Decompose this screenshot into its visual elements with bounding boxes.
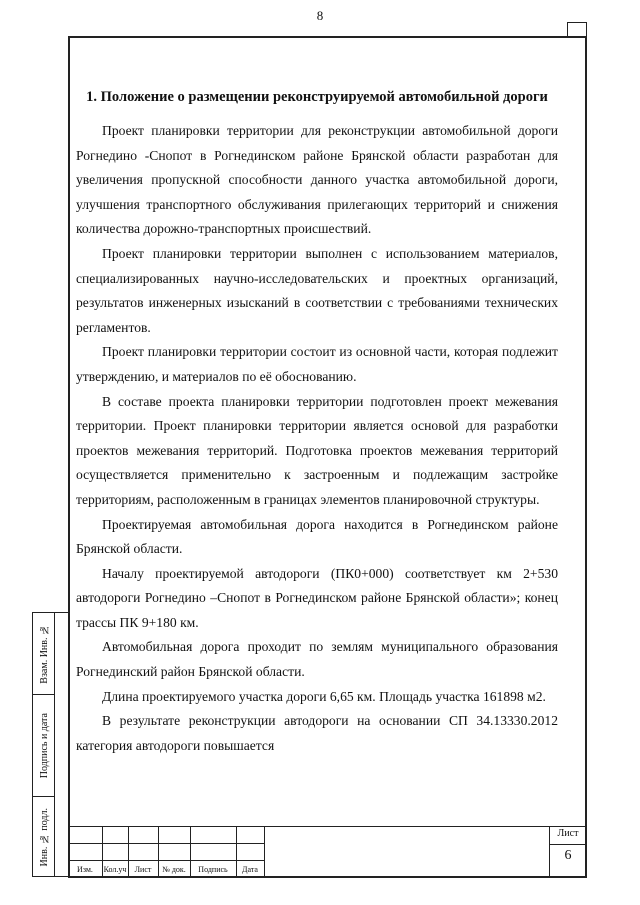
paragraph: В составе проекта планировки территории подготовлен проект межевания территории. Проект планировки территории является основой для разработки проектов межевания территорий. Подготовка проектов межевания территорий осуществляется применительно к застроенным и подлежащим застройке территориям, расположенным в границах элементов планировочной структуры. — [76, 393, 558, 507]
paragraph: Началу проектируемой автодороги (ПК0+000) соответствует км 2+530 автодороги Рогнедино –Снопот в Рогнединском районе Брянской области»; конец трассы ПК 9+180 км. — [76, 565, 558, 630]
paragraph: В результате реконструкции автодороги на основании СП 34.13330.2012 категория автодороги повышается — [76, 713, 558, 753]
page-number-top: 8 — [316, 8, 324, 23]
col-date: Дата — [242, 865, 258, 874]
stamp-cell-inv-zam — [33, 613, 55, 695]
paragraph: Проект планировки территории выполнен с использованием материалов, специализированных научно-исследовательских и проектных организаций, результатов инженерных изысканий в соответствии с требованиями технических регламентов. — [76, 245, 558, 335]
sheet-label: Лист — [557, 828, 579, 839]
stamp-cell-sign-date — [33, 695, 55, 797]
stamp-sign-date-label: Подпись и дата — [38, 712, 50, 779]
col-signature: Подпись — [198, 865, 228, 874]
section-title: 1. Положение о размещении реконструируемой автомобильной дороги — [86, 89, 548, 105]
title-block — [68, 826, 587, 878]
col-kol-uch: Кол.уч — [103, 865, 127, 874]
sheet-number: 6 — [564, 848, 572, 863]
frame-corner-tab — [567, 22, 587, 36]
paragraph: Проект планировки территории состоит из основной части, которая подлежит утверждению, и материалов по её обоснованию. — [76, 344, 558, 384]
stamp-cell-inv-orig — [33, 797, 55, 878]
paragraph: Проектируемая автомобильная дорога находится в Рогнединском районе Брянской области. — [76, 516, 558, 557]
col-list: Лист — [134, 865, 152, 874]
paragraph: Проект планировки территории для реконструкции автомобильной дороги Рогнедино -Снопот в Рогнединском районе Брянской области разработан для увеличения пропускной способности данного участка автомобильной дороги, улучшения транспортного обслуживания прилегающих территорий и снижения количества дорожно-транспортных происшествий. — [76, 123, 558, 237]
col-doc-number: № док. — [162, 865, 186, 874]
stamp-inv-zam-label: Взам. Инв. № — [38, 623, 50, 684]
paragraph: Длина проектируемого участка дороги 6,65 км. Площадь участка 161898 м2. — [102, 688, 546, 704]
stamp-inv-orig-label: Инв. № подл. — [38, 808, 50, 867]
side-stamp — [32, 612, 70, 877]
document-body — [76, 88, 558, 758]
col-izm: Изм. — [77, 865, 93, 874]
paragraph: Автомобильная дорога проходит по землям муниципального образования Рогнединский район Брянской области. — [76, 639, 558, 680]
